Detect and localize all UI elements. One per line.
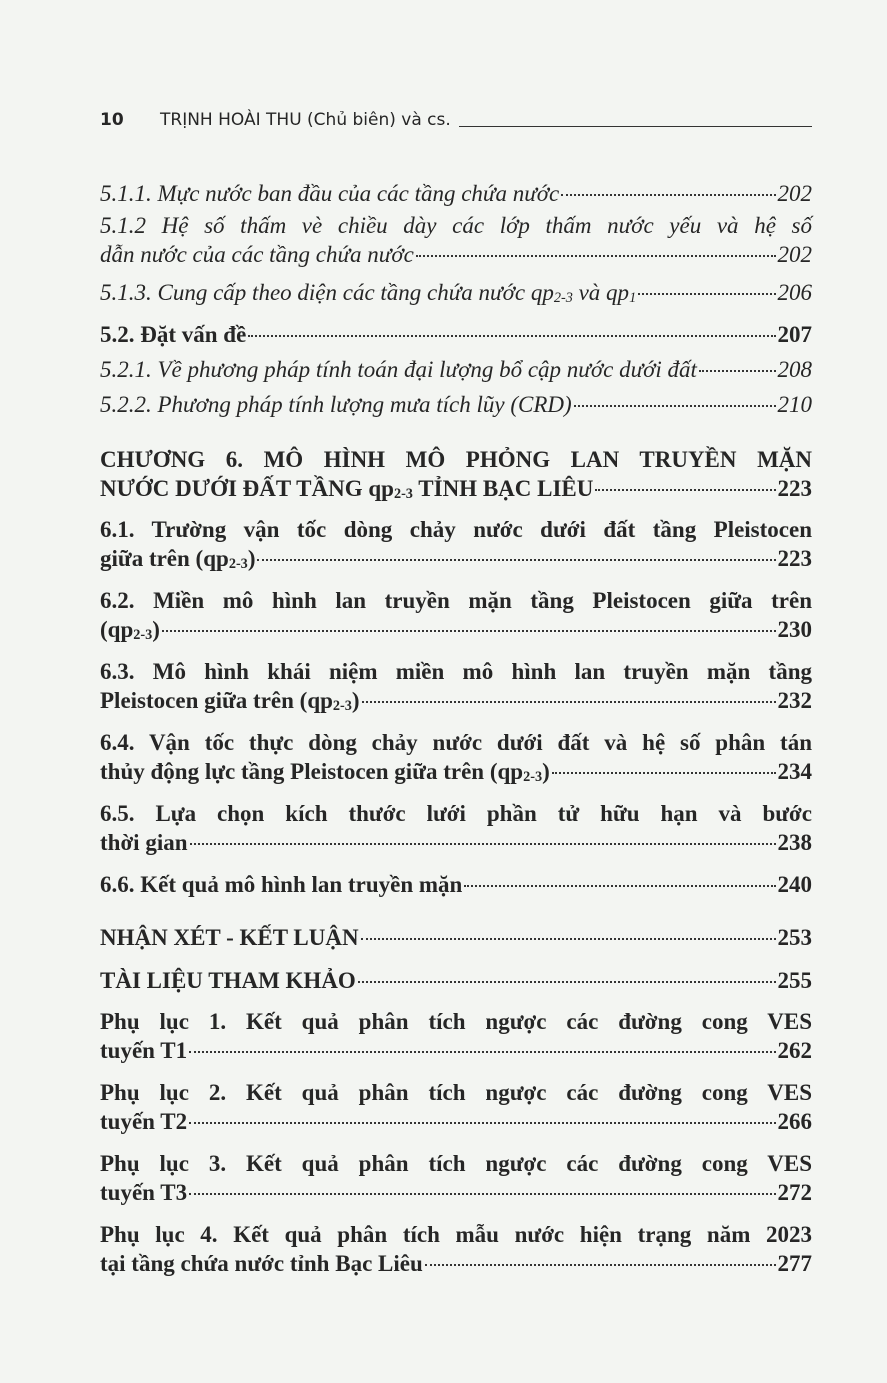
toc-page-number: 272: [777, 1180, 812, 1205]
toc-entry-last-line: [100, 544, 812, 573]
toc-entry-last-line: [100, 474, 812, 503]
toc-entry-line: [100, 445, 812, 474]
dot-leader: [595, 489, 775, 491]
toc-entry-line: [100, 211, 812, 240]
toc-page-number: 223: [777, 476, 812, 501]
toc-entry-last-line: [100, 757, 812, 786]
dot-leader: [552, 772, 776, 774]
toc-entry-last-line: [100, 1249, 812, 1278]
subscript: 2-3: [523, 769, 543, 786]
dot-leader: [638, 293, 775, 295]
toc-entry-last-line: [100, 923, 812, 952]
dot-leader: [464, 885, 775, 887]
dot-leader: [189, 1051, 775, 1053]
dot-leader: [257, 559, 775, 561]
toc-page-number: 253: [777, 925, 812, 950]
dot-leader: [361, 938, 776, 940]
dot-leader: [362, 701, 776, 703]
toc-entry: [100, 320, 812, 349]
toc-entry: [100, 1149, 812, 1207]
toc-entry: [100, 390, 812, 419]
toc-entry-line: [100, 586, 812, 615]
toc-entry-text: Phụ lục 4. Kết quả phân tích mẫu nước hiện trạng năm 2023: [100, 1222, 812, 1247]
toc-entry-text: 5.2.2. Phương pháp tính lượng mưa tích lũy (CRD): [100, 392, 572, 417]
toc-entry-text: 5.2. Đặt vấn đề: [100, 322, 247, 347]
toc-page-number: 266: [777, 1109, 812, 1134]
toc-entry-text: TÀI LIỆU THAM KHẢO: [100, 968, 356, 993]
toc-entry-text: giữa trên $(qp_{2-3})$: [100, 546, 256, 573]
toc-entry: [100, 728, 812, 786]
running-title: TRỊNH HOÀI THU (Chủ biên) và cs.: [160, 110, 451, 130]
toc-entry: [100, 515, 812, 573]
toc-page-number: 202: [777, 181, 812, 206]
toc-entry: [100, 586, 812, 644]
toc-entry-line: [100, 1220, 812, 1249]
toc-entry-line: [100, 657, 812, 686]
toc-entry-last-line: [100, 355, 812, 384]
toc-entry-text: 5.1.2 Hệ số thấm vè chiều dày các lớp thấm nước yếu và hệ số: [100, 213, 812, 238]
dot-leader: [358, 981, 776, 983]
toc-entry-last-line: [100, 278, 812, 307]
toc-entry-last-line: [100, 390, 812, 419]
toc-entry-text: 6.6. Kết quả mô hình lan truyền mặn: [100, 872, 463, 897]
toc-page-number: 232: [777, 688, 812, 713]
subscript: 2-3: [553, 290, 573, 307]
dot-leader: [425, 1264, 776, 1266]
toc-entry-text: 5.1.1. Mực nước ban đầu của các tầng chứa nước: [100, 181, 560, 206]
toc-page-number: 238: [777, 830, 812, 855]
toc-page-number: 210: [777, 392, 812, 417]
toc-entry: [100, 445, 812, 503]
toc-entry: [100, 211, 812, 269]
toc-entry: [100, 179, 812, 208]
toc-entry: [100, 923, 812, 952]
toc-entry-text: Phụ lục 3. Kết quả phân tích ngược các đường cong VES: [100, 1151, 812, 1176]
toc-entry-text: 5.2.1. Về phương pháp tính toán đại lượng bổ cập nước dưới đất: [100, 357, 697, 382]
toc-entry-line: [100, 515, 812, 544]
dot-leader: [189, 1193, 775, 1195]
toc-entry: [100, 1220, 812, 1278]
toc-entry-last-line: [100, 686, 812, 715]
toc-entry-text: $(qp_{2-3})$: [100, 617, 160, 644]
dot-leader: [574, 405, 776, 407]
toc-entry: [100, 278, 812, 307]
subscript: 2-3: [393, 486, 413, 503]
dot-leader: [190, 843, 776, 845]
dot-leader: [699, 370, 776, 372]
toc-entry-text: Pleistocen giữa trên $(qp_{2-3})$: [100, 688, 360, 715]
page-number: 10: [100, 110, 124, 130]
toc-entry-line: [100, 1149, 812, 1178]
toc-entry-text: thủy động lực tầng Pleistocen giữa trên $(qp_{2-3})$: [100, 759, 550, 786]
toc-page-number: 255: [777, 968, 812, 993]
subscript: 2-3: [332, 698, 352, 715]
dot-leader: [248, 335, 775, 337]
toc-page-number: 208: [777, 357, 812, 382]
toc-page-number: 230: [777, 617, 812, 642]
toc-entry-text: CHƯƠNG 6. MÔ HÌNH MÔ PHỎNG LAN TRUYỀN MẶN: [100, 447, 812, 472]
dot-leader: [416, 255, 776, 257]
toc-page-number: 223: [777, 546, 812, 571]
toc-entry-last-line: [100, 615, 812, 644]
toc-entry-text: 6.5. Lựa chọn kích thước lưới phần tử hữu hạn và bước: [100, 801, 812, 826]
toc-entry-text: dẫn nước của các tầng chứa nước: [100, 242, 414, 267]
toc-entry-text: tuyến T3: [100, 1180, 188, 1205]
toc-entry-text: 6.2. Miền mô hình lan truyền mặn tầng Pleistocen giữa trên: [100, 588, 812, 613]
toc-page-number: 234: [777, 759, 812, 784]
toc-page-number: 207: [777, 322, 812, 347]
toc-page-number: 206: [777, 280, 812, 305]
dot-leader: [162, 630, 776, 632]
toc-entry-text: 6.4. Vận tốc thực dòng chảy nước dưới đất và hệ số phân tán: [100, 730, 812, 755]
toc-entry-text: NƯỚC DƯỚI ĐẤT TẦNG $qp_{2-3}$ TỈNH BẠC LIÊU: [100, 476, 594, 503]
toc-entry: [100, 355, 812, 384]
toc-entry-text: tuyến T1: [100, 1038, 188, 1063]
toc-entry-text: thời gian: [100, 830, 188, 855]
toc-entry: [100, 1078, 812, 1136]
toc-entry-text: Phụ lục 2. Kết quả phân tích ngược các đường cong VES: [100, 1080, 812, 1105]
toc-entry-last-line: [100, 240, 812, 269]
toc-entry-line: [100, 799, 812, 828]
toc-entry: [100, 870, 812, 899]
toc-entry-last-line: [100, 1036, 812, 1065]
toc-entry-last-line: [100, 320, 812, 349]
dot-leader: [561, 194, 775, 196]
toc-entry: [100, 799, 812, 857]
subscript: 2-3: [133, 627, 153, 644]
toc-page-number: 262: [777, 1038, 812, 1063]
subscript: 1: [629, 290, 637, 307]
subscript: 2-3: [228, 556, 248, 573]
toc-page-number: 202: [777, 242, 812, 267]
header-rule: [459, 126, 812, 127]
toc-entry-last-line: [100, 1107, 812, 1136]
toc-entry: [100, 657, 812, 715]
toc-entry-text: 6.1. Trường vận tốc dòng chảy nước dưới đất tầng Pleistocen: [100, 517, 812, 542]
running-header: [100, 104, 812, 130]
toc-entry-last-line: [100, 179, 812, 208]
toc-entry-last-line: [100, 828, 812, 857]
toc-entry-text: tuyến T2: [100, 1109, 188, 1134]
toc-entry: [100, 1007, 812, 1065]
toc-page-number: 240: [777, 872, 812, 897]
dot-leader: [189, 1122, 775, 1124]
toc-entry-line: [100, 1078, 812, 1107]
toc-entry-text: Phụ lục 1. Kết quả phân tích ngược các đường cong VES: [100, 1009, 812, 1034]
toc-entry-last-line: [100, 966, 812, 995]
toc-entry-text: 5.1.3. Cung cấp theo diện các tầng chứa nước $qp_{2-3}$ và $qp_1$: [100, 280, 637, 307]
toc-entry-last-line: [100, 870, 812, 899]
toc-entry-line: [100, 728, 812, 757]
toc-entry-last-line: [100, 1178, 812, 1207]
toc-entry: [100, 966, 812, 995]
toc-entry-line: [100, 1007, 812, 1036]
toc-page-number: 277: [777, 1251, 812, 1276]
toc-entry-text: tại tầng chứa nước tỉnh Bạc Liêu: [100, 1251, 423, 1276]
toc-entry-text: 6.3. Mô hình khái niệm miền mô hình lan truyền mặn tầng: [100, 659, 812, 684]
toc-entry-text: NHẬN XÉT - KẾT LUẬN: [100, 925, 359, 950]
